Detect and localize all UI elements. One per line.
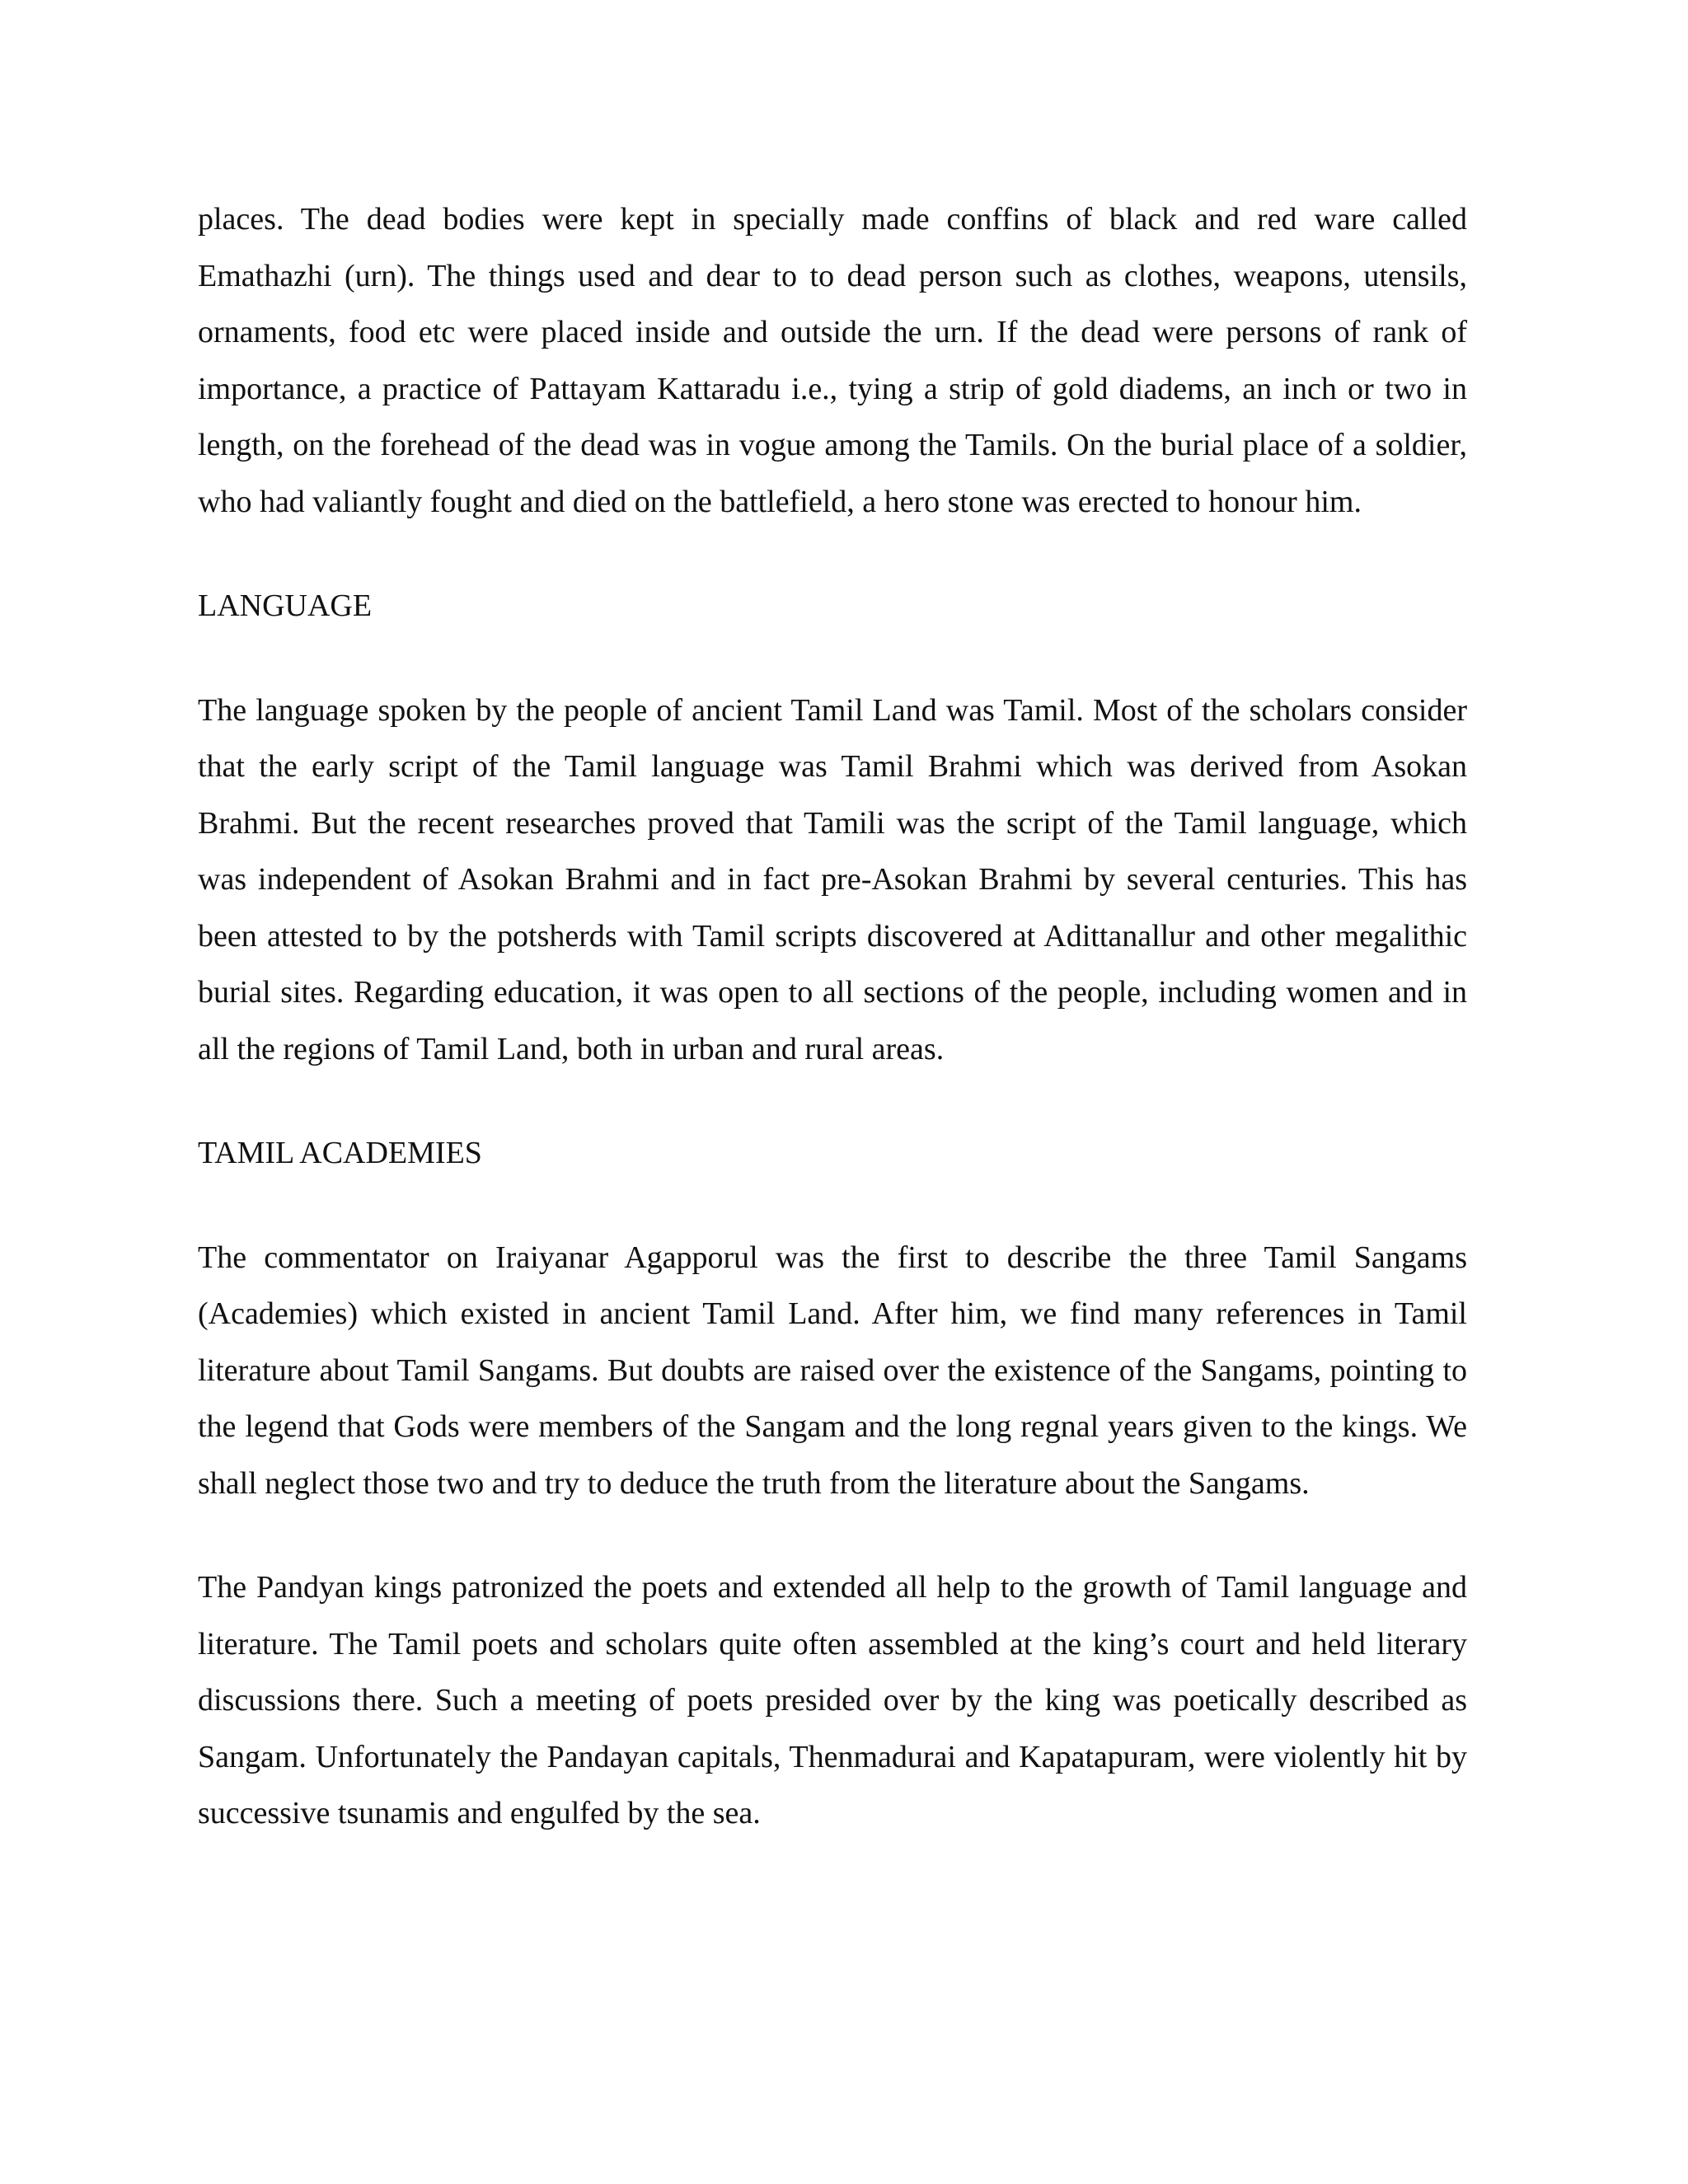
language-paragraph: The language spoken by the people of ancient Tamil Land was Tamil. Most of the scholars consider that the early script of the Tamil language was Tamil Brahmi which was derived from Asokan Brahmi. But the recent researches proved that Tamili was the script of the Tamil language, which was independent of Asokan Brahmi and in fact pre-Asokan Brahmi by several centuries. This has been attested to by the potsherds with Tamil scripts discovered at Adittanallur and other megalithic burial sites. Regarding education, it was open to all sections of the people, including women and in all the regions of Tamil Land, both in urban and rural areas. — [198, 692, 1467, 1066]
academies-paragraph-2: The Pandyan kings patronized the poets and extended all help to the growth of Tamil language and literature. The Tamil poets and scholars quite often assembled at the king’s court and held literary discussions there. Such a meeting of poets presided over by the king was poetically described as Sangam. Unfortunately the Pandayan capitals, Thenmadurai and Kapatapuram, were violently hit by successive tsunamis and engulfed by the sea. — [198, 1570, 1467, 1830]
intro-paragraph: places. The dead bodies were kept in specially made conffins of black and red ware called Emathazhi (urn). The things used and dear to to dead person such as clothes, weapons, utensils, ornaments, food etc were placed inside and outside the urn. If the dead were persons of rank of importance, a practice of Pattayam Kattaradu i.e., tying a strip of gold diadems, an inch or two in length, on the forehead of the dead was in vogue among the Tamils. On the burial place of a soldier, who had valiantly fought and died on the battlefield, a hero stone was erected to honour him. — [198, 202, 1467, 519]
language-heading: LANGUAGE — [198, 588, 373, 623]
academies-paragraph-1: The commentator on Iraiyanar Agapporul was the first to describe the three Tamil Sangams (Academies) which existed in ancient Tamil Land. After him, we find many references in Tamil literature about Tamil Sangams. But doubts are raised over the existence of the Sangams, pointing to the legend that Gods were members of the Sangam and the long regnal years given to the kings. We shall neglect those two and try to deduce the truth from the literature about the Sangams. — [198, 1240, 1467, 1501]
tamil-academies-heading: TAMIL ACADEMIES — [198, 1136, 482, 1170]
document-page — [198, 191, 1467, 1842]
